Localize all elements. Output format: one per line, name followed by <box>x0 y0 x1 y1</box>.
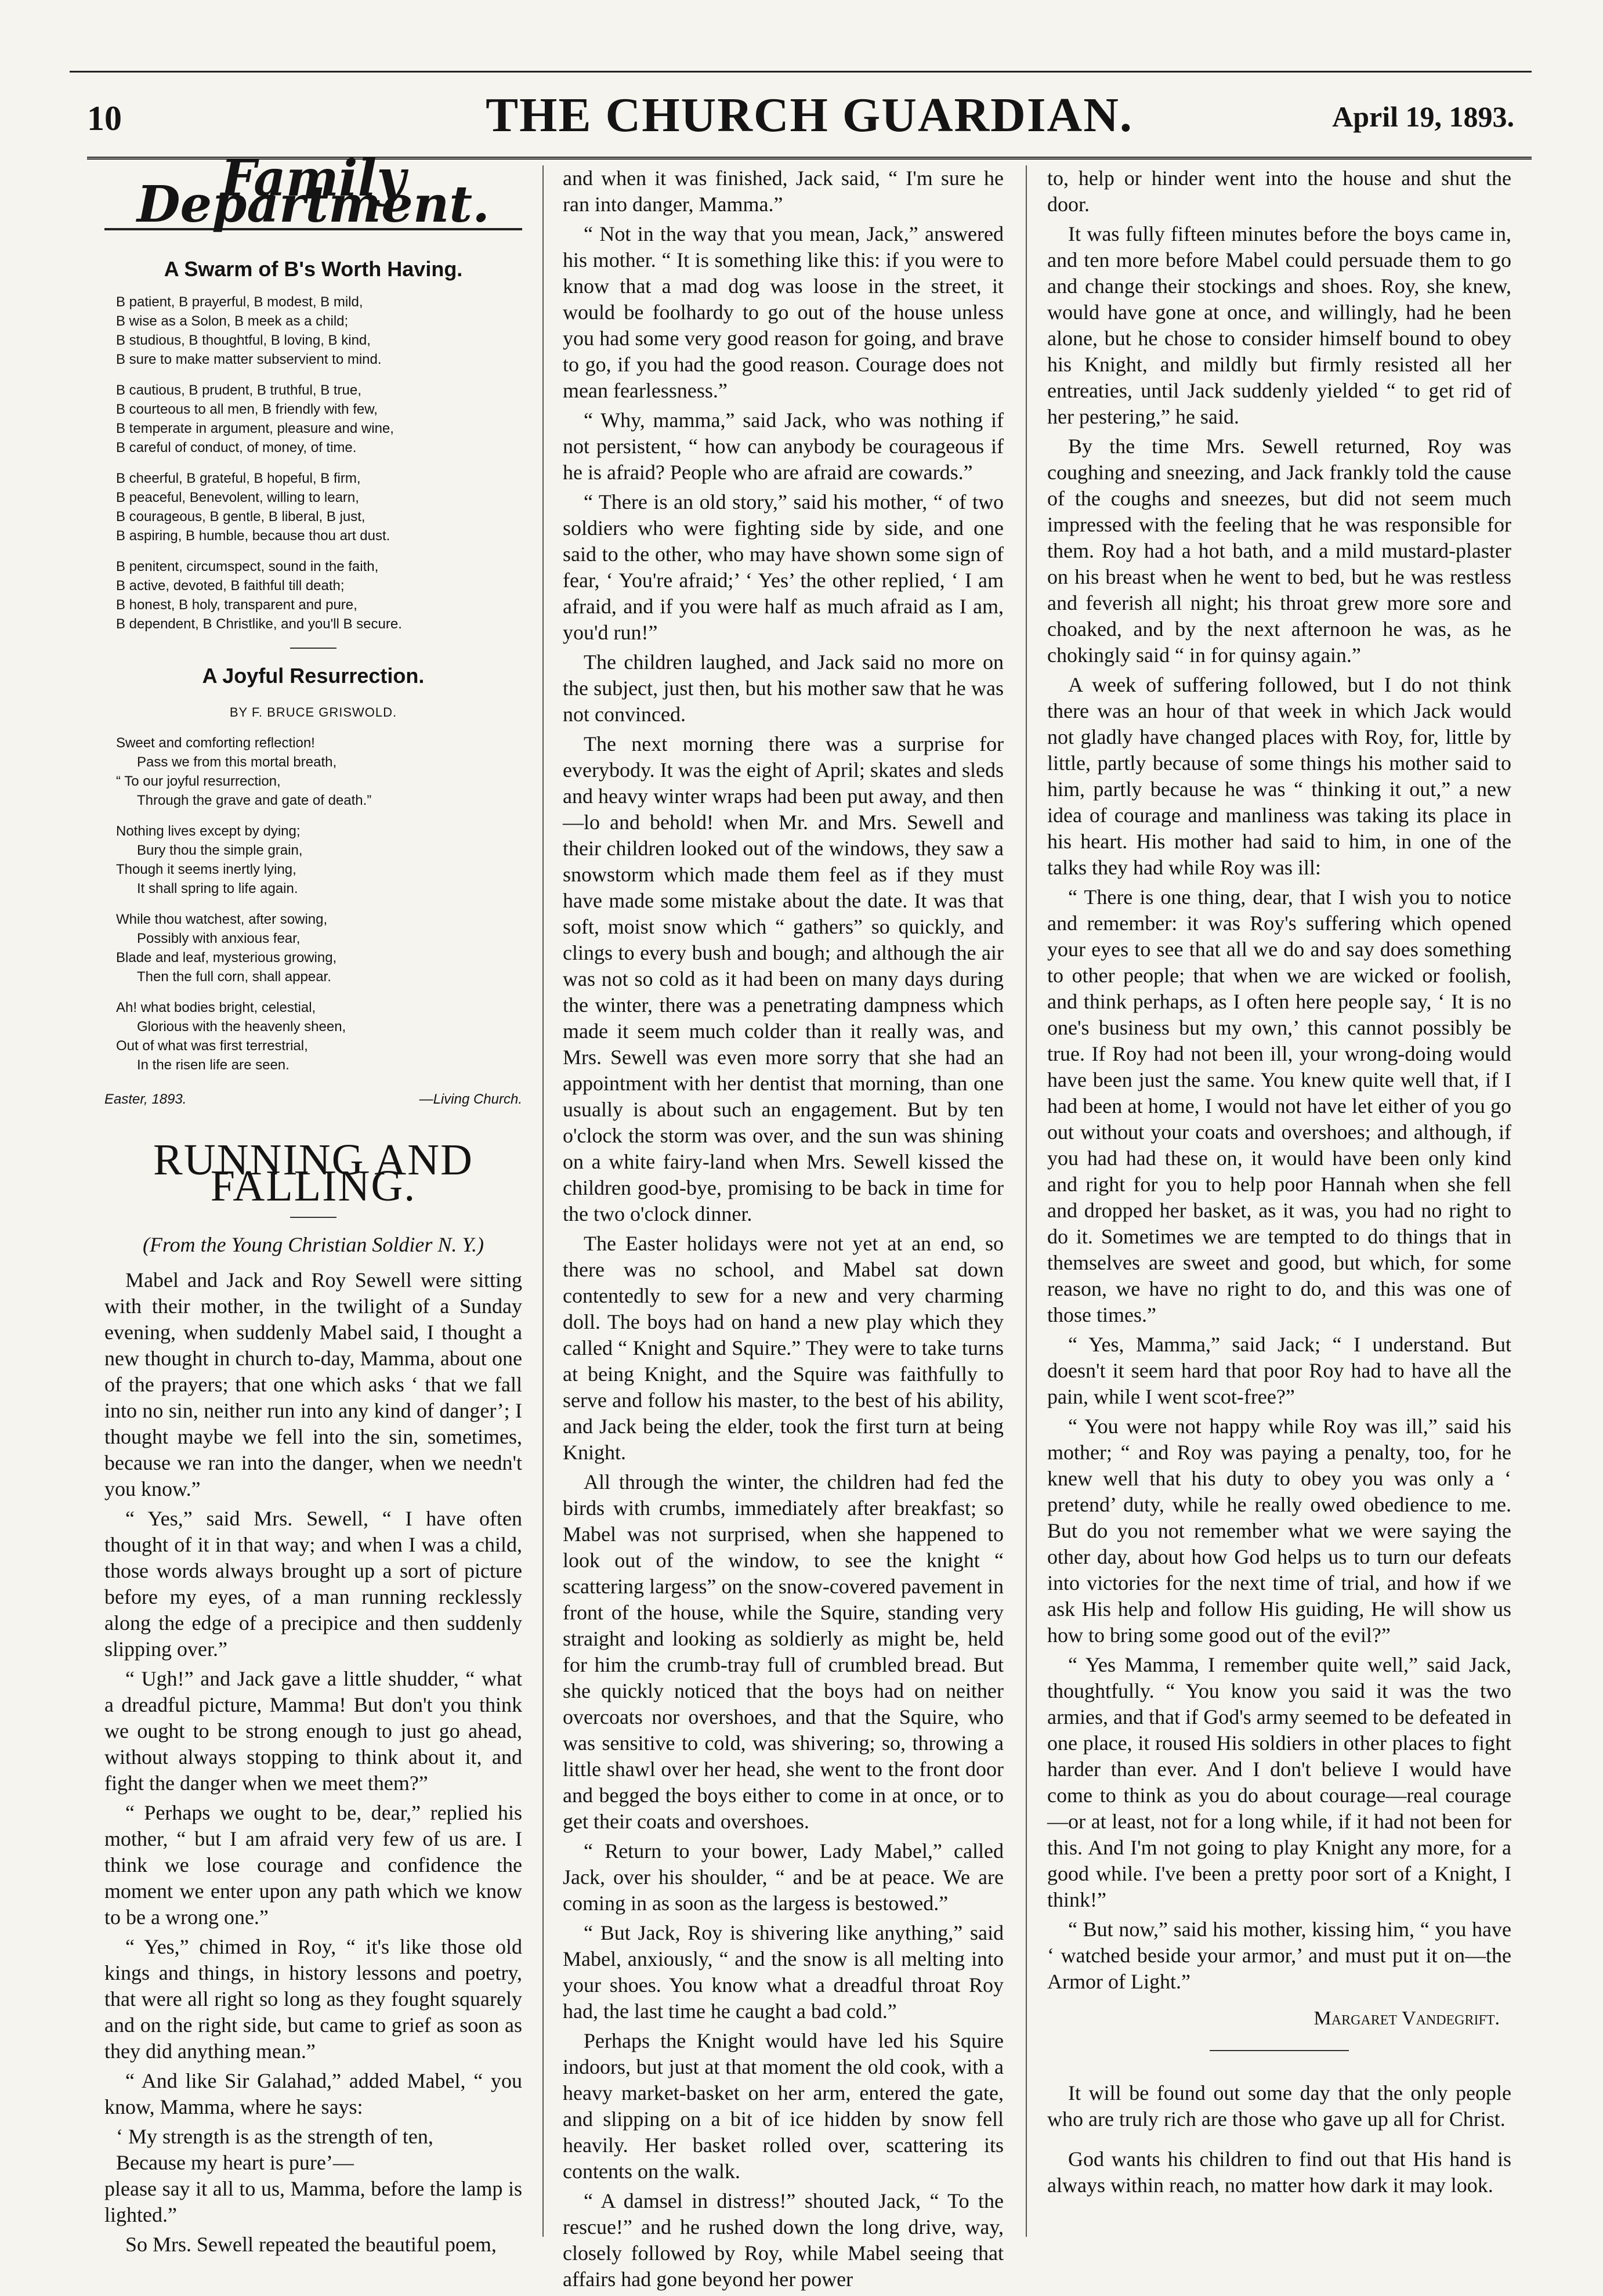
poem-line: B courteous to all men, B friendly with few, <box>116 402 378 417</box>
poem-line: Bury thou the simple grain, <box>137 843 303 858</box>
poem-line: Out of what was first terrestrial, <box>116 1038 308 1054</box>
paragraph: “ There is an old story,” said his mother, “ of two soldiers who were fighting side by side, and one said to the other, who may have shown some sign of fear, ‘ You're afraid;’ ‘ Yes’ the other replied, ‘ I am afraid, and if you were half as much afraid as I am, you'd run!” <box>563 490 1004 644</box>
poem-line: B peaceful, Benevolent, willing to learn, <box>116 490 359 505</box>
poem-line: B sure to make matter subservient to mind. <box>116 352 382 367</box>
paragraph: The Easter holidays were not yet at an end, so there was no school, and Mabel sat down contentedly to sew for a new and very charming doll. The boys had on hand a new play which they called “ Knight and Squire.” They were to take turns at being Knight, and the Squire was faithfully to serve and follow his master, to the best of his ability, and Jack being the elder, took the first turn at being Knight. <box>563 1232 1004 1464</box>
section-rule <box>1210 2050 1349 2051</box>
poem-byline: BY F. BRUCE GRISWOLD. <box>229 705 397 719</box>
poem-line: In the risen life are seen. <box>137 1057 290 1073</box>
section-rule <box>290 648 336 649</box>
paragraph: So Mrs. Sewell repeated the beautiful poem, <box>125 2233 497 2256</box>
poem-line: B dependent, B Christlike, and you'll B secure. <box>116 616 402 632</box>
column-divider <box>542 165 544 2237</box>
page-header <box>87 87 1532 157</box>
poem-source: —Living Church. <box>419 1091 522 1107</box>
poem-line: Then the full corn, shall appear. <box>137 969 331 985</box>
poem-date: Easter, 1893. <box>104 1091 187 1107</box>
poem-line: Sweet and comforting reflection! <box>116 735 315 751</box>
paragraph: “ A damsel in distress!” shouted Jack, “ To the rescue!” and he rushed down the long drive, way, closely followed by Roy, while Mabel seeing that affairs had gone beyond her power <box>563 2189 1004 2291</box>
column-3 <box>1047 165 1511 2212</box>
poem-line: While thou watchest, after sowing, <box>116 912 328 927</box>
poem-line: B temperate in argument, pleasure and wine, <box>116 421 394 436</box>
note-paragraph: It will be found out some day that the only people who are truly rich are those who gave up all for Christ. <box>1047 2081 1511 2131</box>
story-source: (From the Young Christian Soldier N. Y.) <box>142 1233 484 1256</box>
poem-line: Blade and leaf, mysterious growing, <box>116 950 337 966</box>
poem-stanza <box>116 292 522 369</box>
paragraph: “ Perhaps we ought to be, dear,” replied his mother, “ but I am afraid very few of us are. I think we lose courage and confidence the moment we enter upon any path which we know to be a wrong one.” <box>104 1801 522 1929</box>
poem-line: B active, devoted, B faithful till death; <box>116 578 345 594</box>
poem-stanza <box>116 910 522 986</box>
poem-line: It shall spring to life again. <box>137 881 298 896</box>
poem-title: A Swarm of B's Worth Having. <box>164 257 463 281</box>
paragraph: “ Ugh!” and Jack gave a little shudder, “ what a dreadful picture, Mamma! But don't you think we ought to be strong enough to just go ahead, without always stopping to think about it, and fight the danger when we meet them?” <box>104 1667 522 1795</box>
paragraph: All through the winter, the children had fed the birds with crumbs, immediately after breakfast; so Mabel was not surprised, when she happened to look out of the window, to see the knight “ scattering largess” on the snow-covered pavement in front of the house, while the Squire, standing very straight and looking as soldierly as might be, held for him the crumb-tray full of crumbled bread. But she quickly noticed that the boys had on neither overcoats nor overshoes, and that the Squire, who was sensitive to cold, was shivering; so, throwing a little shawl over her head, she went to the front door and begged the boys either to come in at once, or to get their coats and overshoes. <box>563 1470 1004 1833</box>
column-divider <box>1026 165 1027 2237</box>
poem-line: B aspiring, B humble, because thou art dust. <box>116 528 390 544</box>
paragraph: “ And like Sir Galahad,” added Mabel, “ you know, Mamma, where he says: <box>104 2069 522 2118</box>
paragraph: please say it all to us, Mamma, before the lamp is lighted.” <box>104 2177 522 2226</box>
note-paragraph: God wants his children to find out that His hand is always within reach, no matter how dark it may look. <box>1047 2147 1511 2197</box>
poem-line: B cautious, B prudent, B truthful, B true, <box>116 382 361 398</box>
paragraph: “ Yes Mamma, I remember quite well,” said Jack, thoughtfully. “ You know you said it was the two armies, and that if God's army seemed to be defeated in one place, it roused His soldiers in other places to fight harder than ever. And I don't believe I would have come to think as you do about courage—real courage —or at least, not for a long while, if it had not been for this. And I'm not going to play Knight any more, for a good while. I've been a pretty poor sort of a Knight, I think!” <box>1047 1653 1511 1911</box>
poem-line: B careful of conduct, of money, of time. <box>116 440 357 455</box>
poem-stanza <box>116 381 522 457</box>
paragraph: Perhaps the Knight would have led his Squire indoors, but just at that moment the old cook, with a heavy market-basket on her arm, entered the gate, and slipping on a bit of ice hidden by snow fell heavily. Her basket rolled over, scattering its contents on the walk. <box>563 2029 1004 2183</box>
paragraph: Mabel and Jack and Roy Sewell were sitting with their mother, in the twilight of a Sunday evening, when suddenly Mabel said, I thought a new thought in church to-day, Mamma, about one of the prayers; that one which asks ‘ that we fall into no sin, neither run into any kind of danger’; I thought maybe we fell into the sin, sometimes, because we ran into the danger, when we needn't you know.” <box>104 1268 522 1500</box>
paragraph: “ You were not happy while Roy was ill,” said his mother; “ and Roy was paying a penalty, too, for he knew well that his duty to obey you was only a ‘ pretend’ duty, while he really owed obedience to me. But do you not remember what we were saying the other day, about how God helps us to turn our defeats into victories for the next time of trial, and how if we ask His help and follow His guiding, He will show us how to bring some good out of the evil?” <box>1047 1415 1511 1647</box>
paragraph: and when it was finished, Jack said, “ I'm sure he ran into danger, Mamma.” <box>563 167 1004 216</box>
top-rule <box>70 71 1532 73</box>
paragraph: “ Yes,” chimed in Roy, “ it's like those old kings and things, in history lessons and poetry, that were all right so long as they fought squarely and on the right side, but came to grief as soon as they did anything mean.” <box>104 1935 522 2063</box>
poem-line: B patient, B prayerful, B modest, B mild, <box>116 294 363 310</box>
paragraph: “ Yes, Mamma,” said Jack; “ I understand. But doesn't it seem hard that poor Roy had to have all the pain, while I went scot-free?” <box>1047 1333 1511 1408</box>
poem-title: A Joyful Resurrection. <box>202 664 425 688</box>
paragraph: It was fully fifteen minutes before the boys came in, and ten more before Mabel could persuade them to go and change their stockings and shoes. Roy, she knew, would have gone at once, and willingly, had he been alone, but he chose to consider himself bound to obey his Knight, and mildly but firmly resisted all her entreaties, until Jack suddenly yielded “ to get rid of her pestering,” he said. <box>1047 222 1511 428</box>
poem-line: Glorious with the heavenly sheen, <box>137 1019 346 1035</box>
section-rule <box>290 1217 336 1218</box>
paragraph: “ Not in the way that you mean, Jack,” answered his mother. “ It is something like this: if you were to know that a mad dog was loose in the street, it would be foolhardy to go out of the house unless you had some very good reason for going, and brave to go, if you had the good reason. Courage does not mean fearlessness.” <box>563 222 1004 402</box>
poem-line: B studious, B thoughtful, B loving, B kind, <box>116 332 371 348</box>
poem-line: B cheerful, B grateful, B hopeful, B firm, <box>116 471 361 486</box>
poem-stanza <box>116 557 522 634</box>
poem-line: B honest, B holy, transparent and pure, <box>116 597 357 613</box>
masthead-title: THE CHURCH GUARDIAN. <box>486 88 1133 142</box>
paragraph: “ There is one thing, dear, that I wish you to notice and remember: it was Roy's suffering which opened your eyes to see that all we do and say does something to other people; that when we are wicked or foolish, and think perhaps, as I often here people say, ‘ It is no one's business but my own,’ this cannot possibly be true. If Roy had not been ill, your wrong-doing would have been just the same. You knew quite well that, if I had been at home, I would not have let either of you go out without your coats and overshoes; and although, if you had had these on, it would have been only kind and right for you to help poor Hannah when she fell and dropped her basket, as it was, you had no right to do it. Sometimes we are tempted to do things that in themselves are sweet and good, but which, for some reason, we have no right to do, and this was one of those times.” <box>1047 885 1511 1326</box>
story-title: RUNNING AND FALLING. <box>153 1136 473 1210</box>
paragraph: “ Yes,” said Mrs. Sewell, “ I have often thought of it in that way; and when I was a child, those words always brought up a sort of picture before my eyes, of a man running recklessly along the edge of a precipice and then suddenly slipping over.” <box>104 1507 522 1661</box>
paragraph: A week of suffering followed, but I do not think there was an hour of that week in which Jack would not gladly have changed places with Roy, for, little by little, partly because of some things his mother said to him, partly because he was “ thinking it out,” a new idea of courage and manliness was taking its place in his heart. His mother had said to him, in one of the talks they had while Roy was ill: <box>1047 673 1511 879</box>
poem-line: Pass we from this mortal breath, <box>137 754 337 770</box>
paragraph: By the time Mrs. Sewell returned, Roy was coughing and sneezing, and Jack frankly told the cause of the coughs and sneezes, but did not seem much impressed with the feeling that he was responsible for them. Roy had a hot bath, and a mild mustard-plaster on his breast when he went to bed, but he was restless and feverish all night; his throat grew more sore and choaked, and by the next afternoon he was, as he chokingly said “ in for quinsy again.” <box>1047 435 1511 667</box>
paragraph: The children laughed, and Jack said no more on the subject, just then, but his mother saw that he was not convinced. <box>563 650 1004 726</box>
poem-line: B penitent, circumspect, sound in the faith, <box>116 559 379 574</box>
verse-line: ‘ My strength is as the strength of ten, <box>116 2125 433 2148</box>
poem-line: Through the grave and gate of death.” <box>137 793 372 808</box>
poem-line: B courageous, B gentle, B liberal, B just, <box>116 509 366 525</box>
poem-line: “ To our joyful resurrection, <box>116 773 281 789</box>
author-signature: Margaret Vandegrift. <box>1313 2008 1500 2029</box>
column-2 <box>563 165 1004 2296</box>
poem-stanza <box>116 733 522 810</box>
poem-footer <box>104 1086 522 1112</box>
page-number: 10 <box>87 99 122 138</box>
issue-date: April 19, 1893. <box>1332 100 1514 133</box>
poem-line: Possibly with anxious fear, <box>137 931 301 946</box>
poem-line: Nothing lives except by dying; <box>116 823 301 839</box>
poem-stanza <box>116 822 522 898</box>
paragraph: “ But now,” said his mother, kissing him, “ you have ‘ watched beside your armor,’ and must put it on—the Armor of Light.” <box>1047 1918 1511 1993</box>
poem-stanza <box>116 469 522 545</box>
department-title: Family Department. <box>136 149 490 234</box>
paragraph: to, help or hinder went into the house and shut the door. <box>1047 167 1511 216</box>
poem-line: Ah! what bodies bright, celestial, <box>116 1000 316 1015</box>
column-1 <box>104 149 522 2261</box>
paragraph: “ Why, mamma,” said Jack, who was nothing if not persistent, “ how can anybody be courageous if he is afraid? People who are afraid are cowards.” <box>563 408 1004 484</box>
verse-line: Because my heart is pure’— <box>116 2151 354 2174</box>
paragraph: The next morning there was a surprise for everybody. It was the eight of April; skates and sleds and heavy winter wraps had been put away, and then—lo and behold! when Mr. and Mrs. Sewell and their children looked out of the windows, they saw a snowstorm which made them feel as if they must have made some mistake about the date. It was that soft, moist snow which “ gathers” so quickly, and clings to every bush and bough; and although the air was not so cold as it had been on many days during the winter, there was a penetrating dampness which made it seem much colder than it really was, and Mrs. Sewell was even more sorry that she had an appointment with her dentist that morning, than one usually is about such an engagement. But by ten o'clock the storm was over, and the sun was shining on a white fairy-land when Mrs. Sewell kissed the children good-bye, promising to be back in time for the two o'clock dinner. <box>563 732 1004 1225</box>
paragraph: “ But Jack, Roy is shivering like anything,” said Mabel, anxiously, “ and the snow is all melting into your shoes. You know what a dreadful throat Roy had, the last time he caught a bad cold.” <box>563 1921 1004 2023</box>
poem-line: Though it seems inertly lying, <box>116 862 296 877</box>
poem-stanza <box>116 998 522 1075</box>
poem-line: B wise as a Solon, B meek as a child; <box>116 313 349 329</box>
paragraph: “ Return to your bower, Lady Mabel,” called Jack, over his shoulder, “ and be at peace. We are coming in as soon as the largess is bestowed.” <box>563 1839 1004 1915</box>
